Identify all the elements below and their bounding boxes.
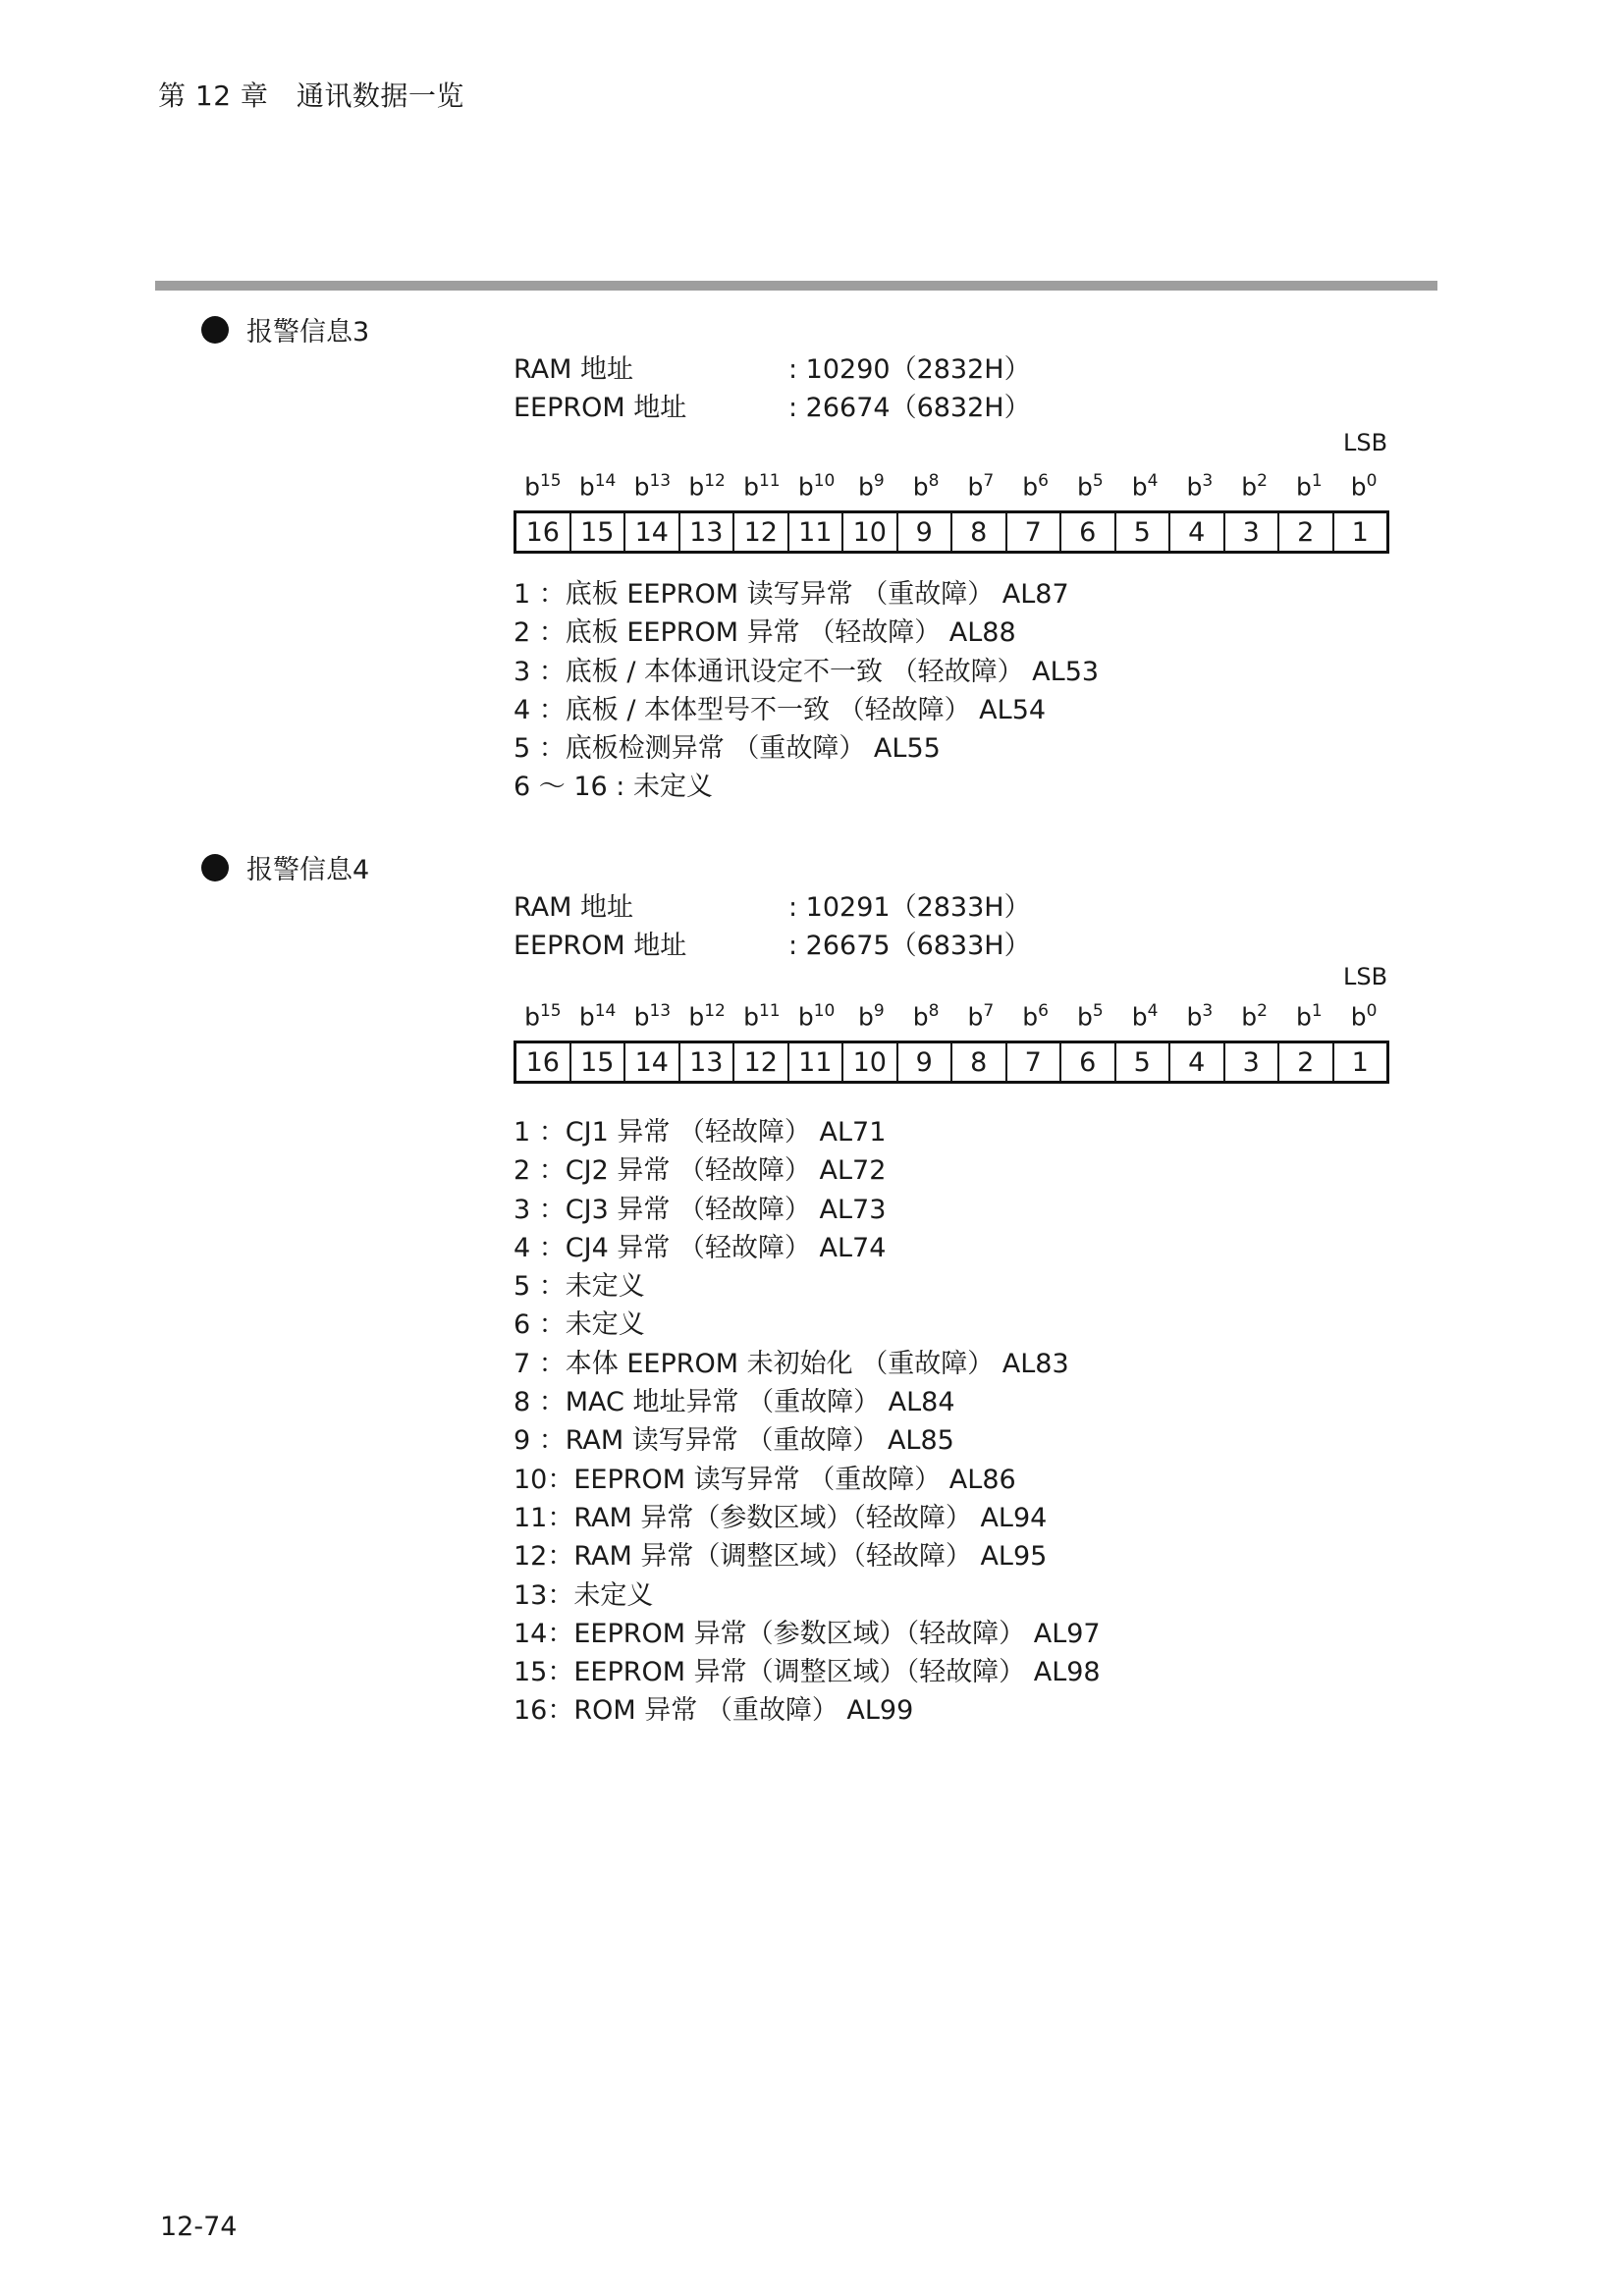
- alarm-item: 15：EEPROM 异常（调整区域）（轻故障） AL98: [514, 1657, 1101, 1688]
- bit-cell: 14: [625, 1043, 680, 1081]
- section-title: 报警信息4: [201, 848, 369, 886]
- lsb-label: LSB: [1343, 429, 1388, 456]
- bit-label: $b^4$: [1131, 471, 1159, 502]
- ram-address-row: [514, 885, 1031, 924]
- alarm-item: 8 ：MAC 地址异常 （重故障） AL84: [514, 1387, 955, 1418]
- ram-address-value: : 10290（2832H）: [788, 354, 1031, 385]
- bit-cell: 2: [1279, 1043, 1334, 1081]
- bit-cell: 1: [1351, 1046, 1369, 1078]
- bit-cell: 12: [734, 1043, 789, 1081]
- bit-label: $b^8$: [912, 471, 940, 502]
- bit-cell: 5: [1116, 513, 1171, 551]
- alarm-item: 6 ～ 16 : 未定义: [514, 772, 713, 803]
- eeprom-address-label: EEPROM 地址: [514, 931, 687, 961]
- alarm-item: 14：EEPROM 异常（参数区域）（轻故障） AL97: [514, 1618, 1101, 1649]
- bit-cell: 15: [571, 513, 626, 551]
- bit-cell: 8: [952, 513, 1007, 551]
- bit-cell: 12: [734, 513, 789, 551]
- alarm-item: 6 ：未定义: [514, 1309, 645, 1341]
- section-divider: [155, 281, 1437, 291]
- bit-label: $b^6$: [1022, 471, 1049, 502]
- bit-cell: 16: [516, 1043, 571, 1081]
- alarm-item: 11：RAM 异常（参数区域）（轻故障） AL94: [514, 1502, 1048, 1533]
- alarm-item: 5 ：未定义: [514, 1271, 645, 1303]
- bit-cell: 13: [680, 1043, 735, 1081]
- alarm-item: 4 ：底板 / 本体型号不一致 （轻故障） AL54: [514, 694, 1047, 725]
- bit-cell: 10: [843, 1043, 898, 1081]
- bit-cell: 5: [1116, 1043, 1171, 1081]
- bit-box: [514, 510, 1389, 554]
- eeprom-address-row: [514, 924, 1031, 962]
- bit-cell: 4: [1170, 1043, 1225, 1081]
- bit-label: $b^{15}$: [524, 471, 562, 502]
- alarm-item: 5 ：底板检测异常 （重故障） AL55: [514, 733, 941, 765]
- bit-label: $b^5$: [1077, 471, 1104, 502]
- bullet-icon: [201, 316, 229, 344]
- ram-address-label: RAM 地址: [514, 354, 634, 385]
- ram-address-label: RAM 地址: [514, 892, 634, 923]
- bit-label: $b^1$: [1296, 1001, 1323, 1032]
- bit-cell: 13: [680, 513, 735, 551]
- bit-box: [514, 1041, 1389, 1084]
- bit-labels: [515, 1001, 1391, 1031]
- ram-address-value: : 10291（2833H）: [788, 892, 1031, 923]
- bit-label: $b^{15}$: [524, 1001, 562, 1032]
- section-title: 报警信息3: [201, 310, 369, 348]
- bit-cell: 2: [1279, 513, 1334, 551]
- bit-cell: 7: [1007, 513, 1062, 551]
- bit-label: $b^{13}$: [633, 471, 672, 502]
- bit-label: $b^{12}$: [688, 471, 726, 502]
- bit-label: $b^{11}$: [743, 1001, 781, 1032]
- bit-label: $b^{14}$: [578, 471, 617, 502]
- alarm-item: 2 ：CJ2 异常 （轻故障） AL72: [514, 1155, 887, 1187]
- bit-cell: 14: [625, 513, 680, 551]
- chapter-header: 第 12 章 通讯数据一览: [158, 80, 464, 112]
- bit-cell: 7: [1007, 1043, 1062, 1081]
- bit-label: $b^8$: [912, 1001, 940, 1032]
- bit-label: $b^9$: [858, 471, 885, 502]
- alarm-item: 4 ：CJ4 异常 （轻故障） AL74: [514, 1232, 887, 1263]
- bit-label: $b^{12}$: [688, 1001, 726, 1032]
- lsb-label: LSB: [1343, 963, 1388, 990]
- bit-cell: 6: [1061, 513, 1116, 551]
- bit-cell: 9: [898, 513, 953, 551]
- alarm-list: [514, 575, 1099, 807]
- bit-label: $b^1$: [1296, 471, 1323, 502]
- bit-cell: 4: [1170, 513, 1225, 551]
- alarm-list: [514, 1113, 1101, 1731]
- bit-label: $b^{13}$: [633, 1001, 672, 1032]
- bit-label: $b^5$: [1077, 1001, 1104, 1032]
- alarm-item: 13：未定义: [514, 1579, 654, 1611]
- alarm-item: 7 ：本体 EEPROM 未初始化 （重故障） AL83: [514, 1348, 1069, 1379]
- bit-label: $b^7$: [967, 471, 995, 502]
- alarm-item: 16：ROM 异常 （重故障） AL99: [514, 1695, 914, 1727]
- bit-cell: 11: [789, 1043, 844, 1081]
- alarm-item: 1 ：底板 EEPROM 读写异常 （重故障） AL87: [514, 579, 1069, 610]
- alarm-item: 2 ：底板 EEPROM 异常 （轻故障） AL88: [514, 617, 1016, 649]
- bit-cell: 10: [843, 513, 898, 551]
- alarm-item: 12：RAM 异常（调整区域）（轻故障） AL95: [514, 1541, 1048, 1573]
- bullet-icon: [201, 854, 229, 881]
- ram-address-row: [514, 347, 1031, 386]
- bit-cell: 8: [952, 1043, 1007, 1081]
- bit-labels: [515, 471, 1391, 501]
- bit-label: $b^7$: [967, 1001, 995, 1032]
- bit-label: $b^9$: [858, 1001, 885, 1032]
- bit-cell: 16: [516, 513, 571, 551]
- bit-label: $b^2$: [1241, 471, 1268, 502]
- alarm-item: 3 ：CJ3 异常 （轻故障） AL73: [514, 1194, 887, 1225]
- page-number: 12-74: [160, 2212, 238, 2242]
- bit-label: $b^0$: [1350, 471, 1378, 502]
- bit-label: $b^3$: [1186, 1001, 1214, 1032]
- bit-cell: 9: [898, 1043, 953, 1081]
- bit-cell: 6: [1061, 1043, 1116, 1081]
- bit-cell: 3: [1225, 513, 1280, 551]
- alarm-item: 3 ：底板 / 本体通讯设定不一致 （轻故障） AL53: [514, 656, 1100, 687]
- eeprom-address-label: EEPROM 地址: [514, 393, 687, 423]
- bit-label: $b^2$: [1241, 1001, 1268, 1032]
- bit-label: $b^0$: [1350, 1001, 1378, 1032]
- alarm-item: 10：EEPROM 读写异常 （重故障） AL86: [514, 1464, 1016, 1495]
- bit-cell: 11: [789, 513, 844, 551]
- bit-label: $b^3$: [1186, 471, 1214, 502]
- eeprom-address-value: : 26674（6832H）: [788, 393, 1031, 423]
- alarm-item: 9 ：RAM 读写异常 （重故障） AL85: [514, 1425, 954, 1457]
- bit-cell: 15: [571, 1043, 626, 1081]
- bit-cell: 1: [1351, 516, 1369, 548]
- bit-label: $b^6$: [1022, 1001, 1049, 1032]
- eeprom-address-row: [514, 386, 1031, 424]
- bit-cell: 3: [1225, 1043, 1280, 1081]
- bit-label: $b^{10}$: [797, 471, 836, 502]
- bit-label: $b^4$: [1131, 1001, 1159, 1032]
- bit-label: $b^{10}$: [797, 1001, 836, 1032]
- bit-label: $b^{11}$: [743, 471, 781, 502]
- eeprom-address-value: : 26675（6833H）: [788, 931, 1031, 961]
- alarm-item: 1 ：CJ1 异常 （轻故障） AL71: [514, 1117, 887, 1148]
- bit-label: $b^{14}$: [578, 1001, 617, 1032]
